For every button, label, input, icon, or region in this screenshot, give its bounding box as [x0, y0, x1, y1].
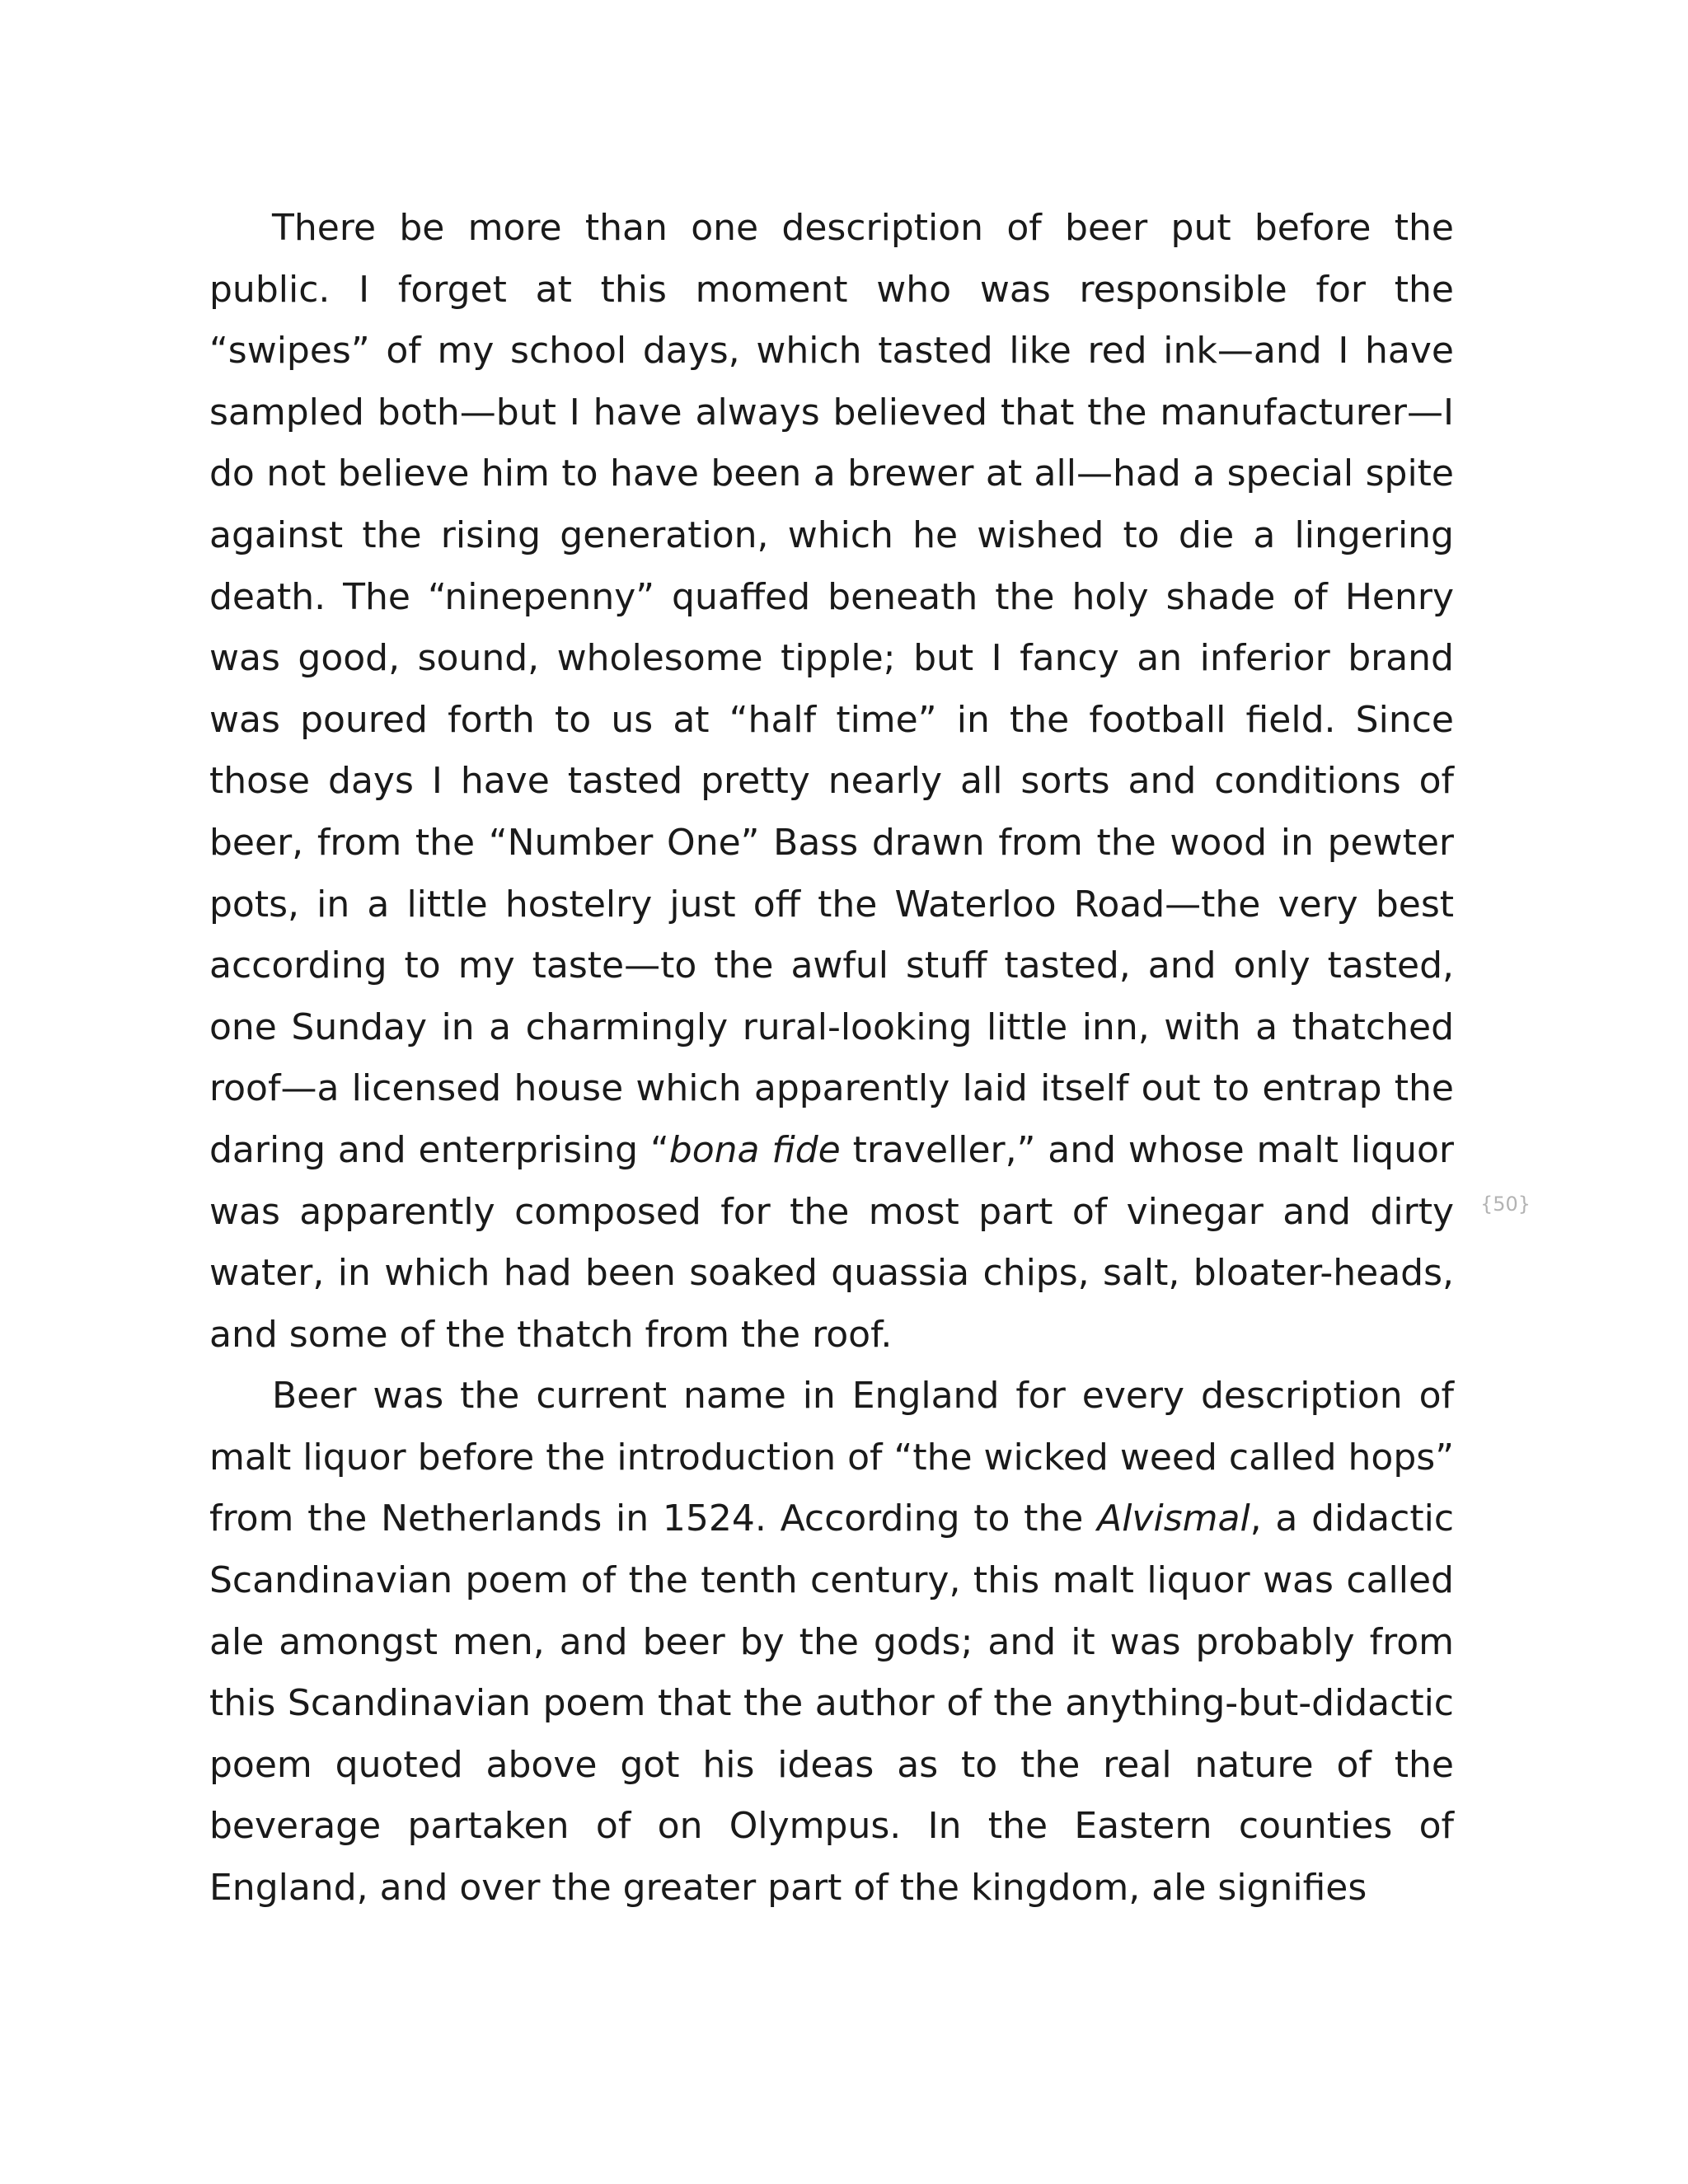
paragraph-1	[209, 198, 1454, 1366]
paragraph-2	[209, 1366, 1454, 1919]
italic-text: bona fide	[668, 1128, 841, 1171]
italic-text: Alvismal	[1097, 1497, 1250, 1540]
text-run: traveller,” and whose malt liquor was apparently composed for the most part of vinegar and dirty water, in which had been soaked quassia chips, salt, bloater-heads, and some of the thatch from the roof.	[209, 1128, 1454, 1356]
text-run: Beer was the current name in England for every description of malt liquor before the introduction of “the wicked weed called hops” from the Netherlands in 1524. According to the	[209, 1375, 1454, 1540]
page-number: {50}	[1480, 1193, 1531, 1216]
text-run: , a didactic Scandinavian poem of the tenth century, this malt liquor was called ale amongst men, and beer by the gods; and it was probably from this Scandinavian poem that the author of the anything-but-didactic poem quoted above got his ideas as to the real nature of the beverage partaken of on Olympus. In the Eastern counties of England, and over the greater part of the kingdom, ale signifies	[209, 1497, 1455, 1910]
text-run: There be more than one description of beer put before the public. I forget at this moment who was responsible for the “swipes” of my school days, which tasted like red ink—and I have sampled both—but I have always believed that the manufacturer—I do not believe him to have been a brewer at all—had a special spite against the rising generation, which he wished to die a lingering death. The “ninepenny” quaffed beneath the holy shade of Henry was good, sound, wholesome tipple; but I fancy an inferior brand was poured forth to us at “half time” in the football field. Since those days I have tasted pretty nearly all sorts and conditions of beer, from the “Number One” Bass drawn from the wood in pewter pots, in a little hostelry just off the Waterloo Road—the very best according to my taste—to the awful stuff tasted, and only tasted, one Sunday in a charmingly rural-looking little inn, with a thatched roof—a licensed house which apparently laid itself out to entrap the daring and enterprising “	[209, 207, 1454, 1171]
document-page	[209, 198, 1454, 1919]
